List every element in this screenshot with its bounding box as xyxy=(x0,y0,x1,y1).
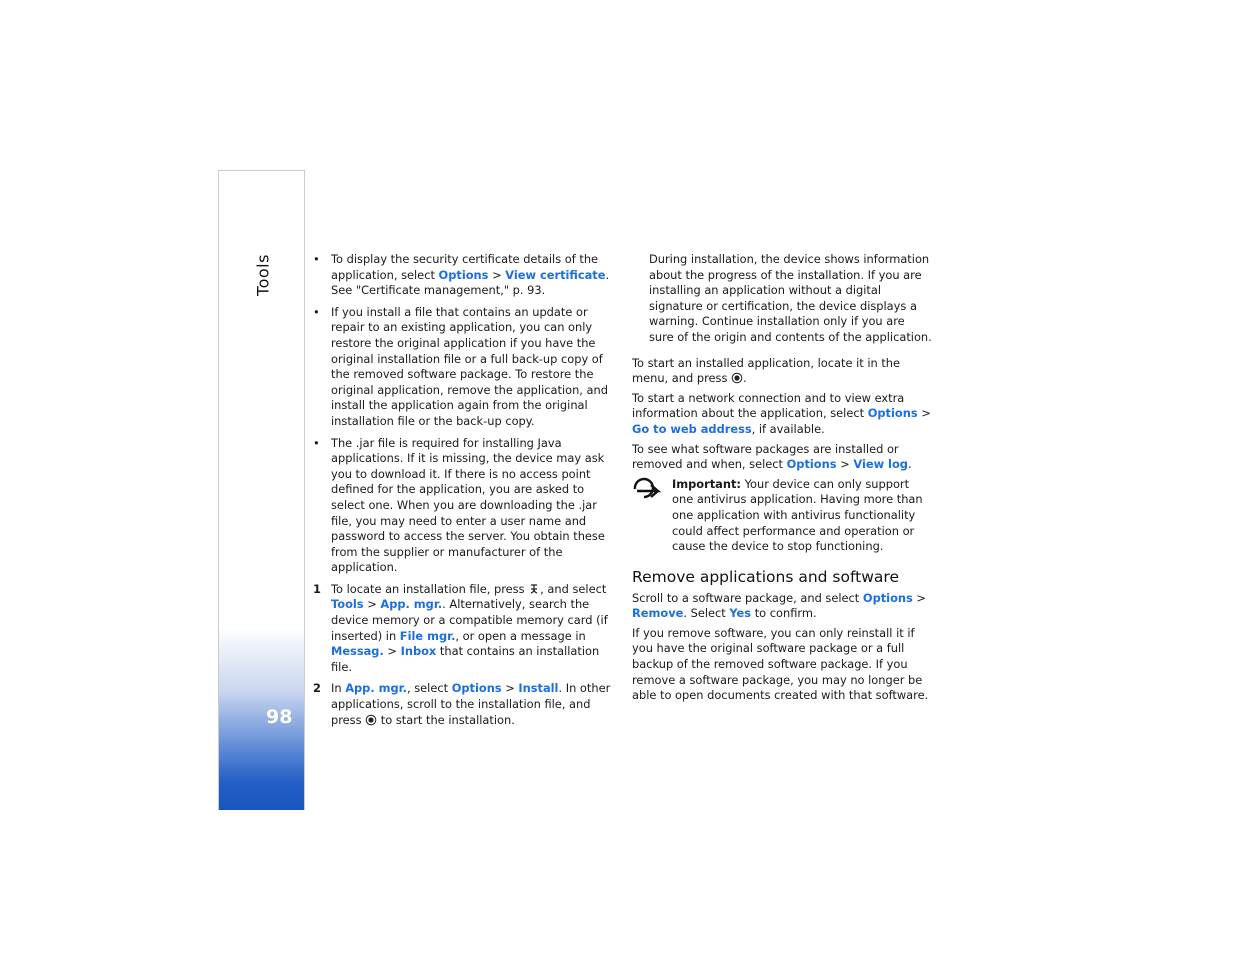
important-note: Important: Your device can only support one antivirus application. Having more than one application with antivirus functionality could affect performance and operation or cause the device to stop functioning. xyxy=(632,477,932,555)
bullet-dot: • xyxy=(313,304,320,319)
view-log-text: To see what software packages are installed or removed and when, select Options > View log. xyxy=(632,441,912,472)
menu-remove: Remove xyxy=(632,606,684,621)
menu-options: Options xyxy=(786,457,837,472)
step-number: 1 xyxy=(313,581,321,596)
menu-options: Options xyxy=(862,590,913,605)
step-number: 2 xyxy=(313,681,321,696)
menu-app-mgr: App. mgr. xyxy=(380,597,443,612)
bullet-dot: • xyxy=(313,252,320,266)
page-number: 98 xyxy=(266,706,293,728)
menu-install: Install xyxy=(518,681,559,696)
joystick-press-icon xyxy=(731,372,743,384)
joystick-press-icon xyxy=(365,714,377,726)
menu-yes: Yes xyxy=(729,606,752,621)
left-column xyxy=(313,252,615,734)
bullet-dot: • xyxy=(313,435,320,450)
bullet-certificate: • To display the security certificate details of the application, select Options > View certificate. See "Certificate management," p. 93. xyxy=(313,252,610,298)
network-text: To start a network connection and to view extra information about the application, select Options > Go to web address, if available. xyxy=(632,390,931,436)
menu-file-mgr: File mgr. xyxy=(399,628,456,643)
menu-options: Options xyxy=(451,681,502,696)
menu-options: Options xyxy=(867,406,918,421)
menu-inbox: Inbox xyxy=(400,644,437,659)
menu-go-to-web-address: Go to web address xyxy=(632,421,752,436)
section-heading: Remove applications and software xyxy=(632,567,899,586)
bullet-jar: • The .jar file is required for installing Java applications. If it is missing, the device may ask you to download it. If there is no access point defined for the application, you are asked to select one. When you are downloading the .jar file, you may need to enter a user name and password to access the server. You obtain these from the supplier or manufacturer of the application. xyxy=(313,435,605,575)
right-column xyxy=(632,252,932,708)
menu-app-mgr: App. mgr. xyxy=(345,681,407,696)
step-2: 2 In App. mgr., select Options > Install. In other applications, scroll to the installation file, and press to start the installation. xyxy=(313,681,611,727)
remove-text: Scroll to a software package, and select Options > Remove. Select Yes to confirm. xyxy=(632,590,926,621)
menu-view-log: View log xyxy=(853,457,908,472)
menu-view-certificate: View certificate xyxy=(505,267,606,282)
menu-tools: Tools xyxy=(331,597,364,612)
menu-key-icon xyxy=(528,583,540,595)
important-label: Important: xyxy=(672,476,741,491)
start-app-text: To start an installed application, locate it in the menu, and press . xyxy=(632,355,901,386)
install-info: During installation, the device shows information about the progress of the installation. If you are installing an application without a digital signature or certification, the device displays a warning. Continue installation only if you are sure of the origin and contents of the application. xyxy=(649,252,932,344)
reinstall-text: If you remove software, you can only reinstall it if you have the original software package or a full backup of the removed software package. If you remove a software package, you may no longer be able to open documents created with that software. xyxy=(632,625,929,703)
step-1: 1 To locate an installation file, press , and select Tools > App. mgr.. Alternatively, search the device memory or a compatible memory card (if inserted) in File mgr., or open a message in Messag. > Inbox that contains an installation file. xyxy=(313,581,608,674)
bullet-restore: • If you install a file that contains an update or repair to an existing application, you can only restore the original application if you have the original installation file or a full back-up copy of the removed software package. To restore the original application, remove the application, and install the application again from the original installation file or the back-up copy. xyxy=(313,304,608,428)
important-note-icon xyxy=(632,477,662,499)
menu-messag: Messag. xyxy=(331,644,384,659)
section-title: Tools xyxy=(253,254,273,296)
menu-options: Options xyxy=(438,267,489,282)
